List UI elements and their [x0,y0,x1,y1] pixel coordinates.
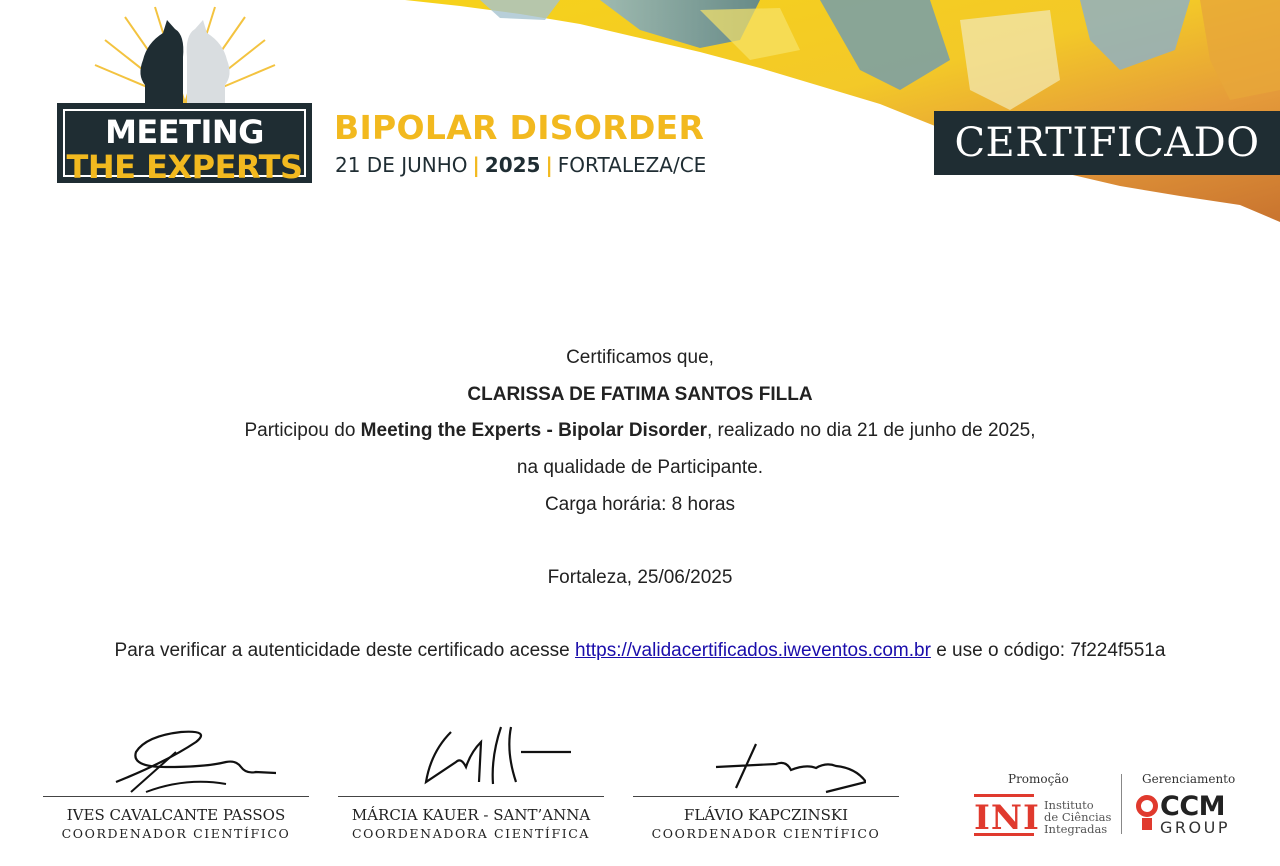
ici-name-line: Instituto [1044,798,1094,812]
verification-line [0,640,1280,662]
participation-prefix: Participou do [244,420,361,441]
verification-link[interactable]: https://validacertificados.iweventos.com.br [575,640,931,661]
workload-line: Carga horária: 8 horas [544,494,736,515]
signature-1-rule [43,796,309,797]
separator: | [472,153,480,177]
signature-1-role: COORDENADOR CIENTÍFICO [61,826,291,841]
ici-name [1044,799,1111,835]
logo-line-1: MEETING [105,113,264,151]
ccm-logo-icon [1136,794,1158,832]
signature-2-graphic [338,722,604,794]
verify-prefix: Para verificar a autenticidade deste certificado acesse [114,640,576,661]
logo-line-2: THE EXPERTS [66,148,303,186]
signature-3-graphic [633,722,899,794]
management-label: Gerenciamento [1142,772,1236,786]
ici-logo-icon: INI [974,794,1034,836]
signature-2-rule [338,796,604,797]
meeting-the-experts-logo [57,103,312,186]
signature-3-name: FLÁVIO KAPCZINSKI [683,806,849,824]
ici-name-line: Integradas [1044,822,1108,836]
signature-2-name: MÁRCIA KAUER - SANT’ANNA [351,806,591,824]
place-date: Fortaleza, 25/06/2025 [547,567,733,588]
footer-divider [1121,774,1122,834]
chess-knights-icon [85,5,285,105]
event-title: BIPOLAR DISORDER [334,108,705,147]
signature-1-graphic [43,722,309,794]
role-line: na qualidade de Participante. [516,457,764,478]
event-name: Meeting the Experts - Bipolar Disorder [360,420,707,441]
certificate-badge: CERTIFICADO [934,111,1280,175]
participant-name: CLARISSA DE FATIMA SANTOS FILLA [467,384,813,405]
promotion-label: Promoção [1008,772,1069,786]
separator: | [545,153,553,177]
event-subtitle [335,153,706,177]
ccm-brand: CCM [1160,791,1225,822]
verify-suffix: e use o código: 7f224f551a [930,640,1166,661]
signature-3-rule [633,796,899,797]
event-year: 2025 [484,153,541,177]
event-place: FORTALEZA/CE [557,153,707,177]
signature-1-name: IVES CAVALCANTE PASSOS [66,806,286,824]
ici-name-line: de Ciências [1044,810,1112,824]
ccm-group-label: GROUP [1160,818,1230,837]
intro-text: Certificamos que, [566,347,714,368]
participation-line [0,420,1280,442]
participation-suffix: , realizado no dia 21 de junho de 2025, [706,420,1036,441]
event-date: 21 DE JUNHO [335,153,468,177]
signature-2-role: COORDENADORA CIENTÍFICA [351,826,591,841]
signature-3-role: COORDENADOR CIENTÍFICO [651,826,881,841]
